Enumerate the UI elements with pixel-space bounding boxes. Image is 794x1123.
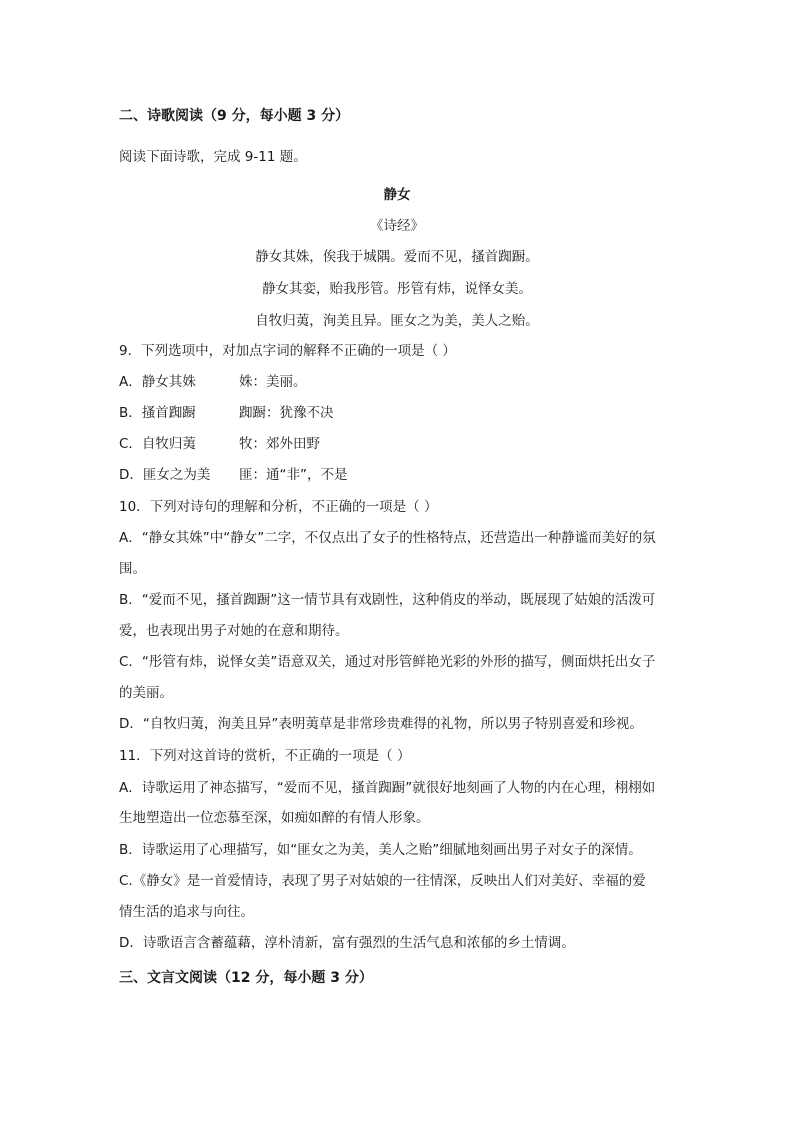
question-11-line: B．诗歌运用了心理描写，如“匪女之为美，美人之贻”细腻地刻画出男子对女子的深情。	[119, 842, 642, 858]
question-11-line: 生地塑造出一位恋慕至深，如痴如醉的有情人形象。	[119, 810, 430, 826]
option-phrase: A．静女其姝	[119, 374, 196, 390]
option-gloss: 踟蹰：犹豫不决	[239, 405, 334, 421]
section-3-heading: 三、文言文阅读（12 分，每小题 3 分）	[119, 970, 373, 986]
reading-instruction: 阅读下面诗歌，完成 9-11 题。	[119, 149, 307, 165]
poem-source: 《诗经》	[370, 218, 424, 234]
question-11-line: 情生活的追求与向往。	[119, 904, 254, 920]
question-10-line: C．“彤管有炜，说怿女美”语意双关，通过对彤管鲜艳光彩的外形的描写，侧面烘托出女子	[119, 654, 656, 670]
question-9-stem: 9．下列选项中，对加点字词的解释不正确的一项是（ ）	[119, 343, 456, 359]
option-gloss: 匪：通“非”，不是	[239, 467, 348, 483]
option-gloss: 牧：郊外田野	[239, 436, 320, 452]
question-10-line: D．“自牧归荑，洵美且异”表明荑草是非常珍贵难得的礼物，所以男子特别喜爱和珍视。	[119, 716, 643, 732]
question-9-option-c	[119, 434, 679, 454]
question-10-line: 爱，也表现出男子对她的在意和期待。	[119, 623, 349, 639]
question-10-line: A．“静女其姝”中“静女”二字，不仅点出了女子的性格特点，还营造出一种静谧而美好的氛	[119, 530, 656, 546]
poem-line: 静女其娈，贻我彤管。彤管有炜，说怿女美。	[262, 281, 532, 297]
option-phrase: D．匪女之为美	[119, 467, 211, 483]
poem-line: 静女其姝，俟我于城隅。爱而不见，搔首踟蹰。	[255, 249, 539, 265]
question-11-stem: 11．下列对这首诗的赏析，不正确的一项是（ ）	[119, 748, 411, 764]
option-gloss: 姝：美丽。	[239, 374, 307, 390]
option-phrase: B．搔首踟蹰	[119, 405, 196, 421]
option-phrase: C．自牧归荑	[119, 436, 196, 452]
question-10-line: 的美丽。	[119, 685, 173, 701]
question-10-stem: 10．下列对诗句的理解和分析，不正确的一项是（ ）	[119, 499, 438, 515]
question-9-option-d	[119, 465, 679, 485]
poem-line: 自牧归荑，洵美且异。匪女之为美，美人之贻。	[255, 313, 539, 329]
question-11-line: D．诗歌语言含蓄蕴藉，淳朴清新，富有强烈的生活气息和浓郁的乡土情调。	[119, 935, 575, 951]
question-10-line: 围。	[119, 561, 146, 577]
question-10-line: B．“爱而不见，搔首踟蹰”这一情节具有戏剧性，这种俏皮的举动，既展现了姑娘的活泼可	[119, 592, 656, 608]
question-9-option-b	[119, 403, 679, 423]
question-11-line: A．诗歌运用了神态描写，“爱而不见，搔首踟蹰”就很好地刻画了人物的内在心理，栩栩如	[119, 780, 656, 796]
question-9-option-a	[119, 372, 679, 392]
section-2-heading: 二、诗歌阅读（9 分，每小题 3 分）	[119, 108, 350, 124]
question-11-line: C.《静女》是一首爱情诗，表现了男子对姑娘的一往情深，反映出人们对美好、幸福的爱	[119, 873, 646, 889]
poem-title: 静女	[383, 187, 411, 203]
